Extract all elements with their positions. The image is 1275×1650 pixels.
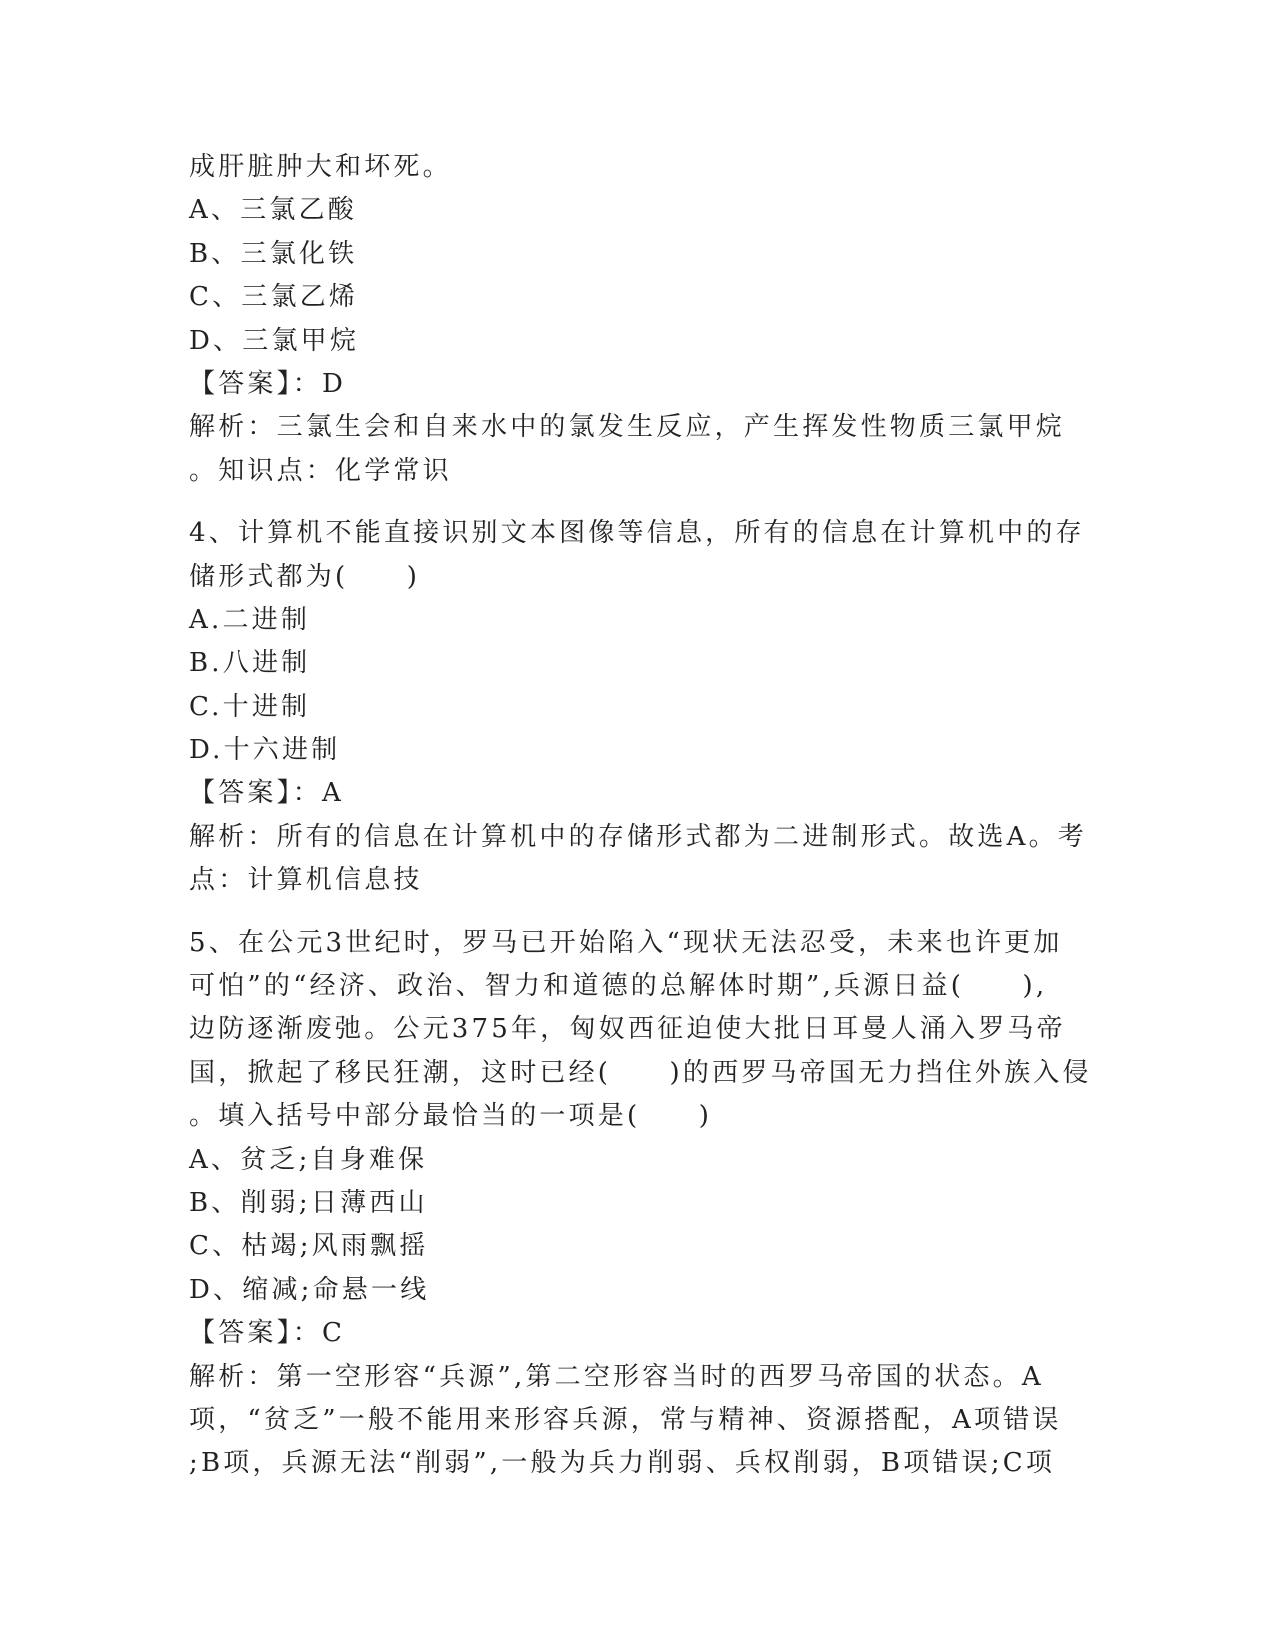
question-stem-line: 成肝脏肿大和坏死。 — [189, 152, 452, 182]
answer-line: 【答案】：C — [189, 1318, 346, 1349]
question-3 — [189, 146, 1089, 493]
question-stem-line: 储形式都为( ) — [189, 561, 421, 592]
option-b: B、三氯化铁 — [189, 238, 358, 269]
analysis-line: 项，“贫乏”一般不能用来形容兵源，常与精神、资源搭配，A项错误 — [189, 1404, 1062, 1435]
question-stem-line: 4、计算机不能直接识别文本图像等信息，所有的信息在计算机中的存 — [189, 518, 1085, 549]
question-gap — [189, 903, 1089, 922]
option-a: A、贫乏;自身难保 — [189, 1144, 428, 1175]
analysis-line: 。知识点：化学常识 — [189, 455, 452, 486]
option-a: A、三氯乙酸 — [189, 195, 357, 226]
option-d: D、三氯甲烷 — [189, 325, 360, 356]
option-b: B、削弱;日薄西山 — [189, 1187, 428, 1218]
question-stem-line: 边防逐渐废弛。公元375年，匈奴西征迫使大批日耳曼人涌入罗马帝 — [189, 1014, 1066, 1045]
question-stem-line: 5、在公元3世纪时，罗马已开始陷入“现状无法忍受，未来也许更加 — [189, 927, 1063, 958]
question-stem-line: 可怕”的“经济、政治、智力和道德的总解体时期”,兵源日益( ), — [189, 971, 1048, 1002]
option-a: A.二进制 — [189, 604, 311, 635]
option-c: C、三氯乙烯 — [189, 282, 359, 313]
option-c: C.十进制 — [189, 691, 311, 722]
document-page — [189, 146, 1092, 1486]
analysis-line: 解析：所有的信息在计算机中的存储形式都为二进制形式。故选A。考 — [189, 821, 1087, 852]
answer-line: 【答案】：A — [189, 778, 344, 809]
answer-line: 【答案】：D — [189, 368, 347, 399]
option-d: D、缩减;命悬一线 — [189, 1274, 430, 1305]
analysis-line: 解析：第一空形容“兵源”,第二空形容当时的西罗马帝国的状态。A — [189, 1361, 1044, 1392]
analysis-line: ;B项，兵源无法“削弱”,一般为兵力削弱、兵权削弱，B项错误;C项 — [189, 1448, 1056, 1479]
question-stem-line: 。填入括号中部分最恰当的一项是( ) — [189, 1101, 713, 1132]
analysis-line: 点：计算机信息技 — [189, 865, 423, 896]
option-c: C、枯竭;风雨飘摇 — [189, 1231, 429, 1262]
option-b: B.八进制 — [189, 648, 311, 679]
question-5 — [189, 922, 1092, 1486]
option-d: D.十六进制 — [189, 735, 341, 766]
analysis-line: 解析：三氯生会和自来水中的氯发生反应，产生挥发性物质三氯甲烷 — [189, 412, 1066, 443]
question-gap — [189, 493, 1089, 512]
question-stem-line: 国，掀起了移民狂潮，这时已经( )的西罗马帝国无力挡住外族入侵 — [189, 1057, 1092, 1088]
question-4 — [189, 512, 1089, 903]
